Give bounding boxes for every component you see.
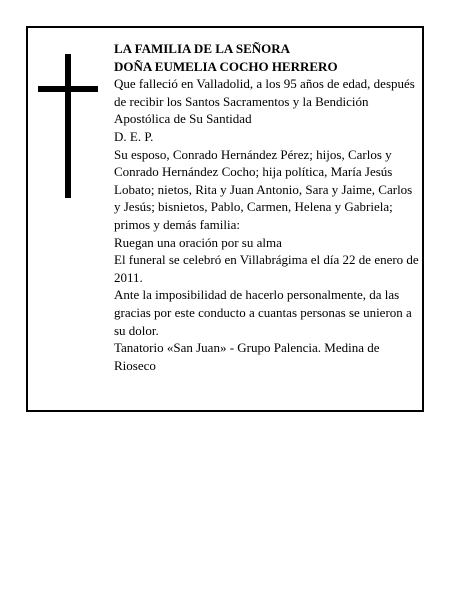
notice-heading-line-2: DOÑA EUMELIA COCHO HERRERO [114,58,338,74]
notice-body [114,40,420,374]
cross-icon [38,54,98,198]
funeral-info: El funeral se celebró en Villabrágima el día 22 de enero de 2011. [114,252,419,285]
rest-in-peace: D. E. P. [114,128,154,144]
obituary-notice [26,26,424,412]
thanks-message: Ante la imposibilidad de hacerlo personalmente, da las gracias por este conducto a cuantas personas se unieron a su dolor. [114,287,412,338]
cross-vertical-bar [65,54,71,198]
death-statement: Que falleció en Valladolid, a los 95 años de edad, después de recibir los Santos Sacramentos y la Bendición Apostólica de Su Santidad [114,76,415,127]
funeral-home: Tanatorio «San Juan» - Grupo Palencia. Medina de Rioseco [114,340,380,373]
notice-heading-line-1: LA FAMILIA DE LA SEÑORA [114,41,291,56]
prayer-request: Ruegan una oración por su alma [114,234,282,250]
family-list: Su esposo, Conrado Hernández Pérez; hijos, Carlos y Conrado Hernández Cocho; hija política, María Jesús Lobato; nietos, Rita y Juan Antonio, Sara y Jaime, Carlos y Jesús; bisnietos, Pablo, Carmen, Helena y Gabriela; primos y demás familia: [114,146,413,232]
cross-horizontal-bar [38,86,98,92]
